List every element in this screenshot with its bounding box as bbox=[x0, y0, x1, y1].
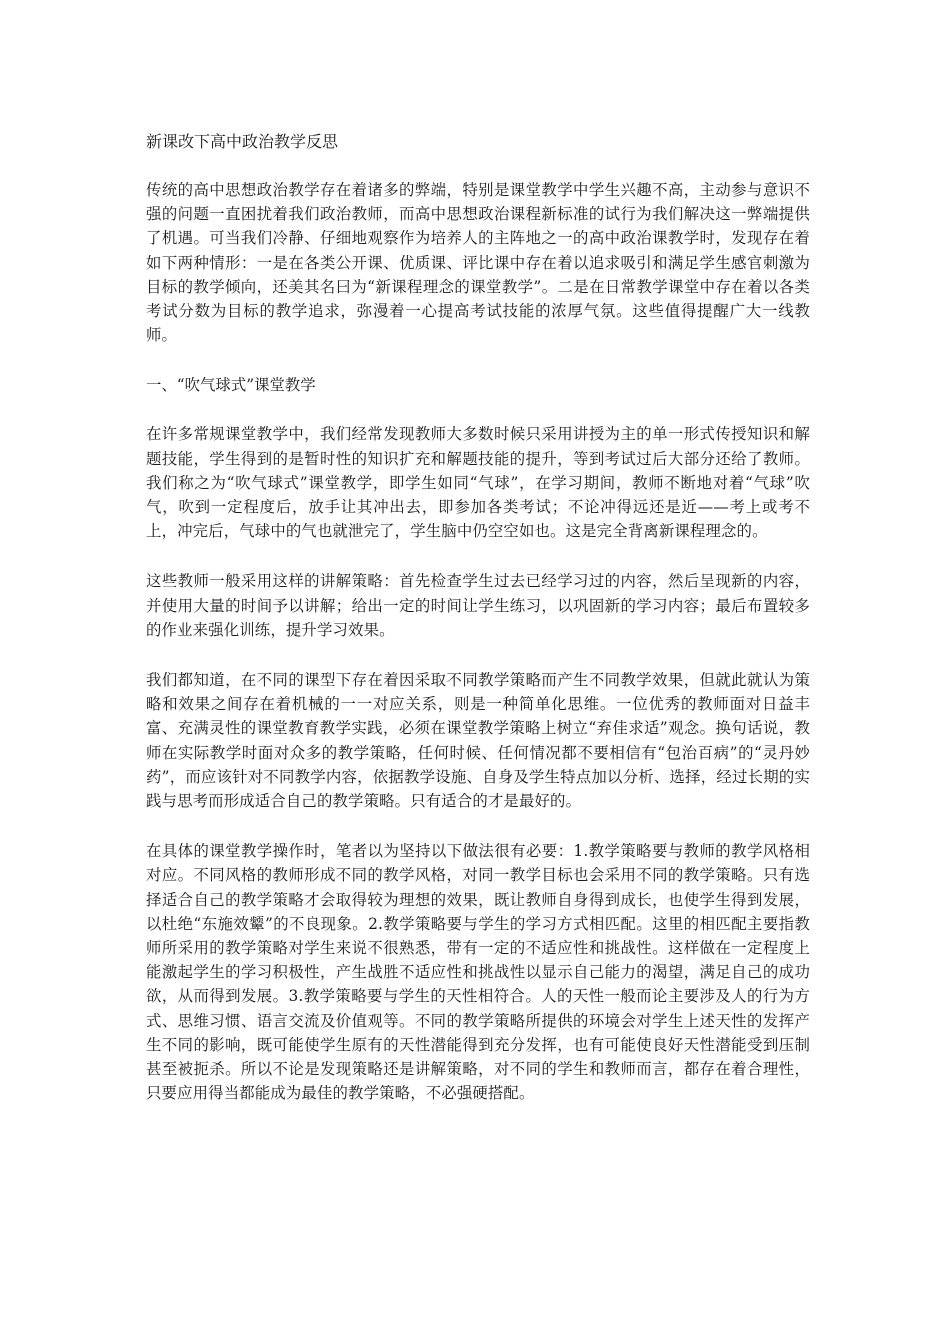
body-paragraph-3: 我们都知道，在不同的课型下存在着因采取不同教学策略而产生不同教学效果，但就此就认为策略和效果之间存在着机械的一一对应关系，则是一种简单化思维。一位优秀的教师面对日益丰富、充满灵性的课堂教育教学实践，必须在课堂教学策略上树立“弃佳求适”观念。换句话说，教师在实际教学时面对众多的教学策略，任何时候、任何情况都不要相信有“包治百病”的“灵丹妙药”，而应该针对不同教学内容，依据教学设施、自身及学生特点加以分析、选择，经过长期的实践与思考而形成适合自己的教学策略。只有适合的才是最好的。 bbox=[146, 671, 810, 811]
body-paragraph-2: 这些教师一般采用这样的讲解策略：首先检查学生过去已经学习过的内容，然后呈现新的内容，并使用大量的时间予以讲解；给出一定的时间让学生练习，以巩固新的学习内容；最后布置较多的作业来强化训练，提升学习效果。 bbox=[146, 572, 810, 639]
body-paragraph-4: 在具体的课堂教学操作时，笔者以为坚持以下做法很有必要：1.教学策略要与教师的教学风格相对应。不同风格的教师形成不同的教学风格，对同一教学目标也会采用不同的教学策略。只有选择适合自己的教学策略才会取得较为理想的效果，既让教师自身得到成长，也使学生得到发展，以杜绝“东施效颦”的不良现象。2.教学策略要与学生的学习方式相匹配。这里的相匹配主要指教师所采用的教学策略对学生来说不很熟悉，带有一定的不适应性和挑战性。这样做在一定程度上能激起学生的学习积极性，产生战胜不适应性和挑战性以显示自己能力的渴望，满足自己的成功欲，从而得到发展。3.教学策略要与学生的天性相符合。人的天性一般而论主要涉及人的行为方式、思维习惯、语言交流及价值观等。不同的教学策略所提供的环境会对学生上述天性的发挥产生不同的影响，既可能使学生原有的天性潜能得到充分发挥，也有可能使良好天性潜能受到压制甚至被扼杀。所以不论是发现策略还是讲解策略，对不同的学生和教师而言，都存在着合理性，只要应用得当都能成为最佳的教学策略，不必强硬搭配。 bbox=[146, 842, 810, 1103]
section-heading-1: 一、“吹气球式”课堂教学 bbox=[146, 376, 316, 395]
body-paragraph-1: 在许多常规课堂教学中，我们经常发现教师大多数时候只采用讲授为主的单一形式传授知识和解题技能，学生得到的是暂时性的知识扩充和解题技能的提升，等到考试过后大部分还给了教师。我们称之为“吹气球式”课堂教学，即学生如同“气球”，在学习期间，教师不断地对着“气球”吹气，吹到一定程度后，放手让其冲出去，即参加各类考试；不论冲得远还是近——考上或考不上，冲完后，气球中的气也就泄完了，学生脑中仍空空如也。这是完全背离新课程理念的。 bbox=[146, 425, 810, 541]
intro-paragraph: 传统的高中思想政治教学存在着诸多的弊端，特别是课堂教学中学生兴趣不高，主动参与意识不强的问题一直困扰着我们政治教师，而高中思想政治课程新标准的试行为我们解决这一弊端提供了机遇。可当我们冷静、仔细地观察作为培养人的主阵地之一的高中政治课教学时，发现存在着如下两种情形：一是在各类公开课、优质课、评比课中存在着以追求吸引和满足学生感官刺激为目标的教学倾向，还美其名曰为“新课程理念的课堂教学”。二是在日常教学课堂中存在着以各类考试分数为目标的教学追求，弥漫着一心提高考试技能的浓厚气氛。这些值得提醒广大一线教师。 bbox=[146, 181, 810, 345]
document-title: 新课改下高中政治教学反思 bbox=[146, 132, 339, 151]
document-page bbox=[146, 128, 810, 1132]
